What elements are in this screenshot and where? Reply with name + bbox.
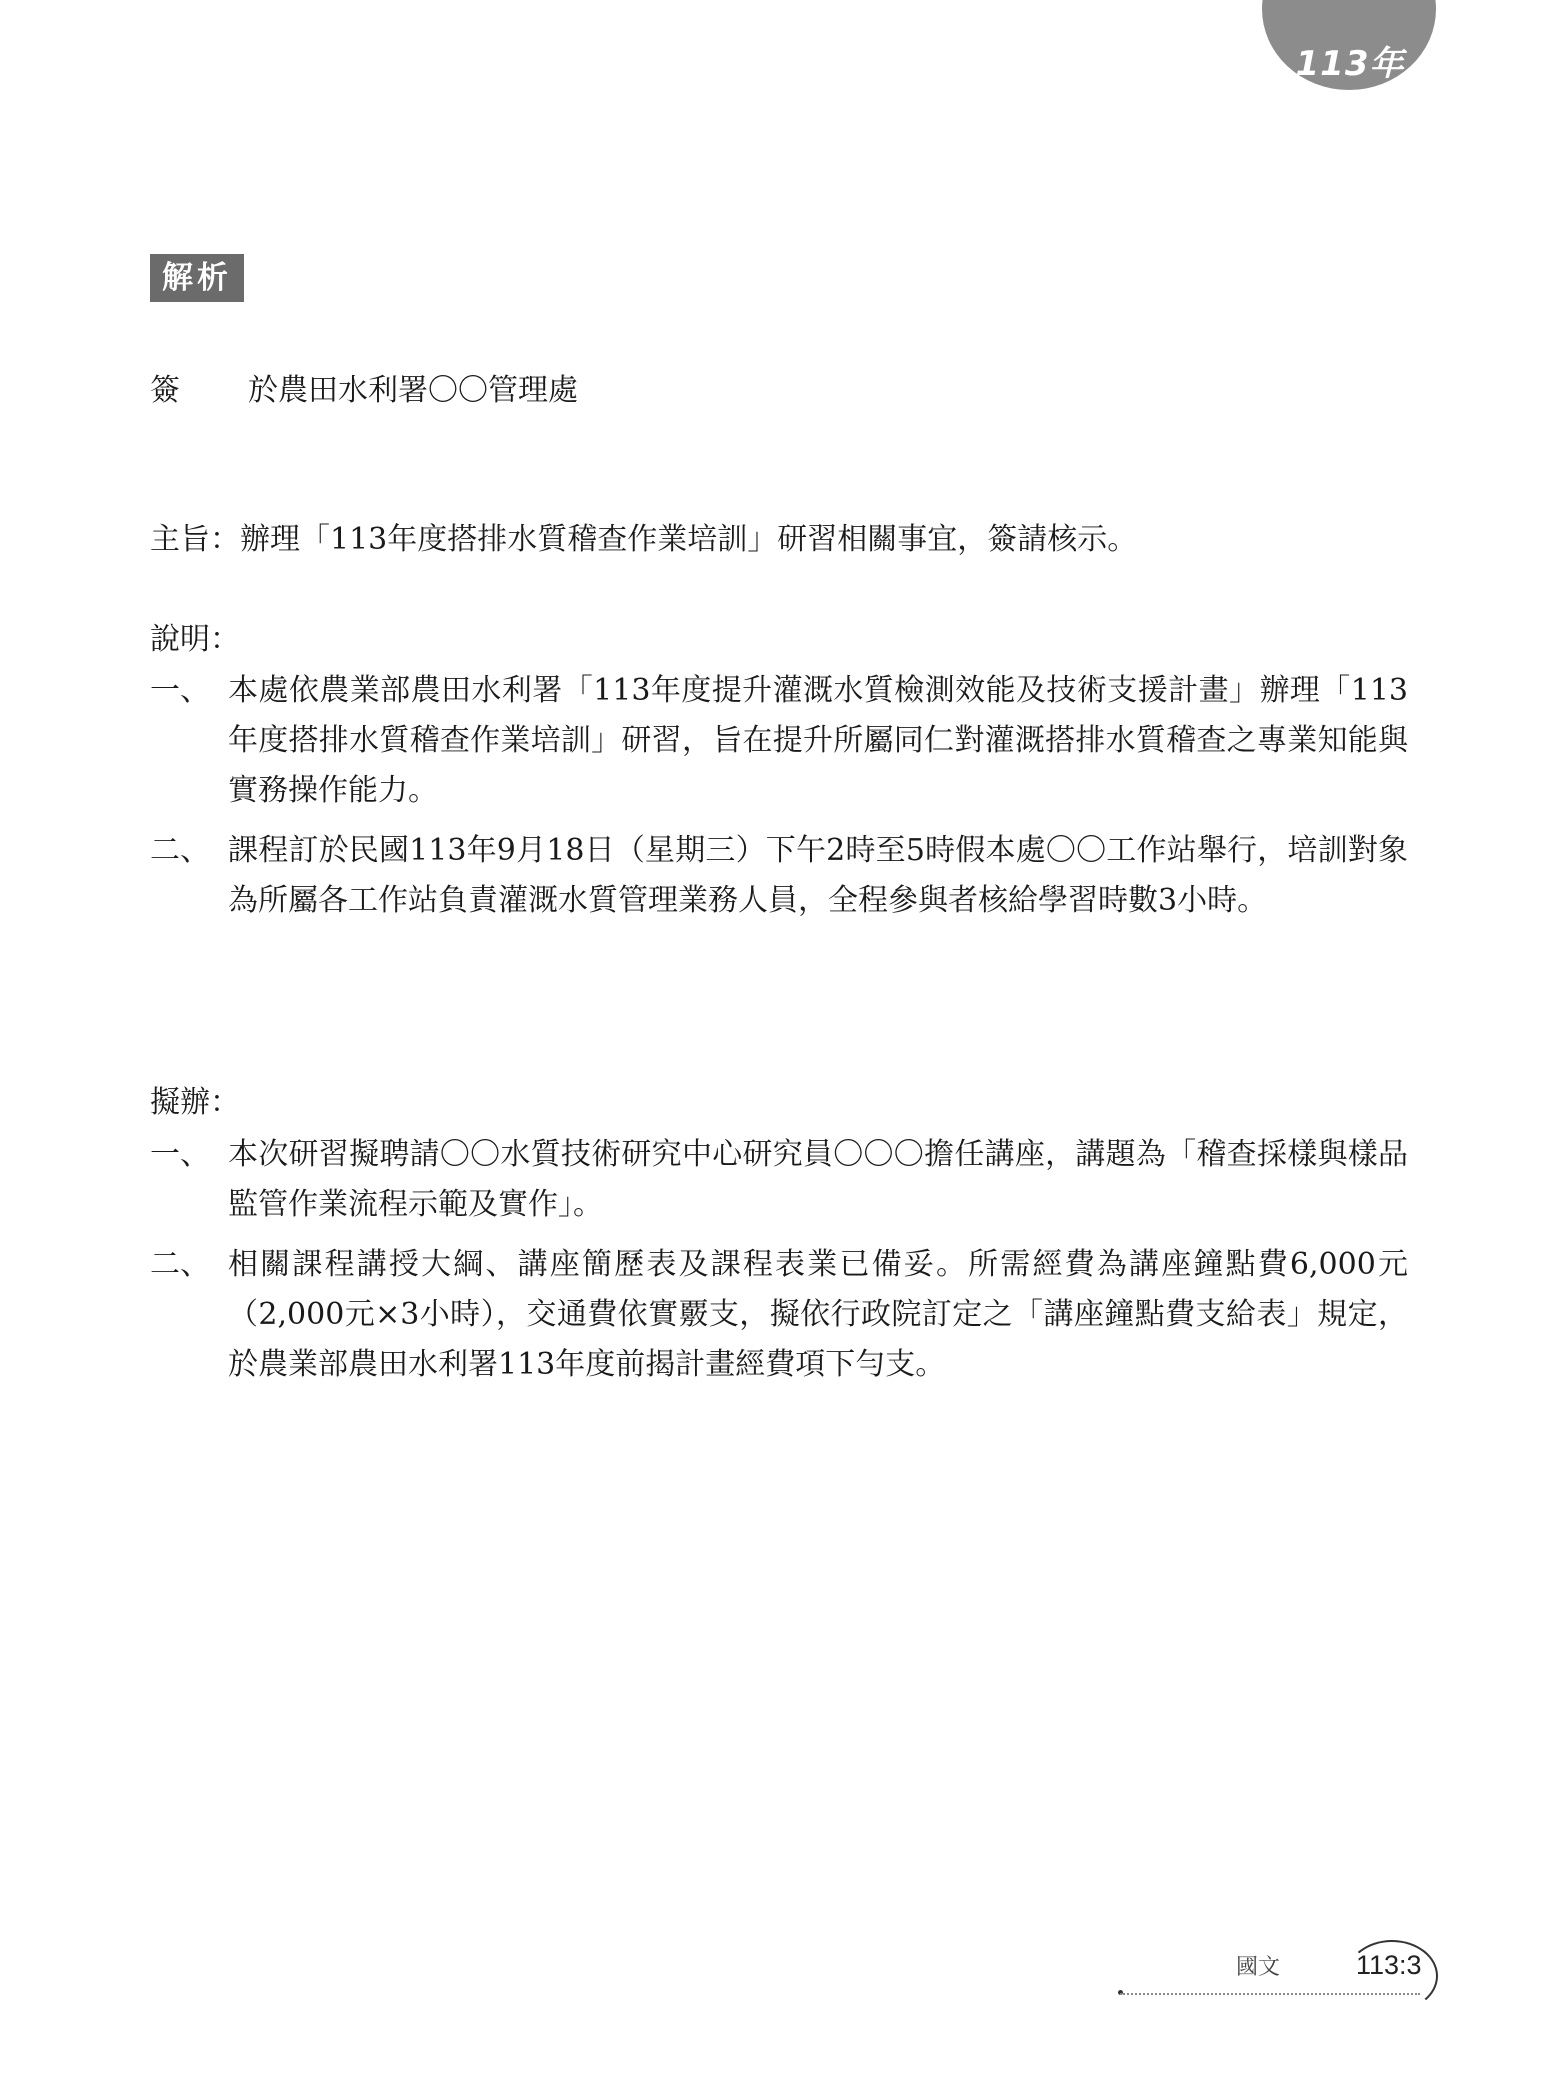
proposal-heading: 擬辦： <box>150 1085 240 1120</box>
sign-label: 簽 <box>150 373 180 408</box>
explanation-heading: 說明： <box>150 622 240 657</box>
item-number: 二、 <box>150 1247 210 1282</box>
item-text: 本次研習擬聘請〇〇水質技術研究中心研究員〇〇〇擔任講座，講題為「稽查採樣與樣品監管作業流程示範及實作」。 <box>228 1137 1408 1222</box>
item-number: 二、 <box>150 833 210 868</box>
item-text: 相關課程講授大綱、講座簡歷表及課程表業已備妥。所需經費為講座鐘點費6,000元（2,000元×3小時），交通費依實覈支，擬依行政院訂定之「講座鐘點費支給表」規定，於農業部農田水利署113年度前揭計畫經費項下勻支。 <box>228 1247 1408 1382</box>
page-number: 113:3 <box>1356 1950 1422 1980</box>
year-tab-label: 113年 <box>1295 44 1405 84</box>
item-number: 一、 <box>150 673 210 708</box>
sign-value: 於農田水利署〇〇管理處 <box>248 373 578 408</box>
section-tag: 解析 <box>150 254 244 302</box>
item-text: 本處依農業部農田水利署「113年度提升灌溉水質檢測效能及技術支援計畫」辦理「113年度搭排水質稽查作業培訓」研習，旨在提升所屬同仁對灌溉搭排水質稽查之專業知能與實務操作能力。 <box>228 673 1408 808</box>
subject-line: 主旨：辦理「113年度搭排水質稽查作業培訓」研習相關事宜，簽請核示。 <box>150 522 1138 557</box>
footer-subject: 國文 <box>1236 1955 1281 1980</box>
item-text: 課程訂於民國113年9月18日（星期三）下午2時至5時假本處〇〇工作站舉行，培訓對象為所屬各工作站負責灌溉水質管理業務人員，全程參與者核給學習時數3小時。 <box>228 833 1408 918</box>
item-number: 一、 <box>150 1137 210 1172</box>
